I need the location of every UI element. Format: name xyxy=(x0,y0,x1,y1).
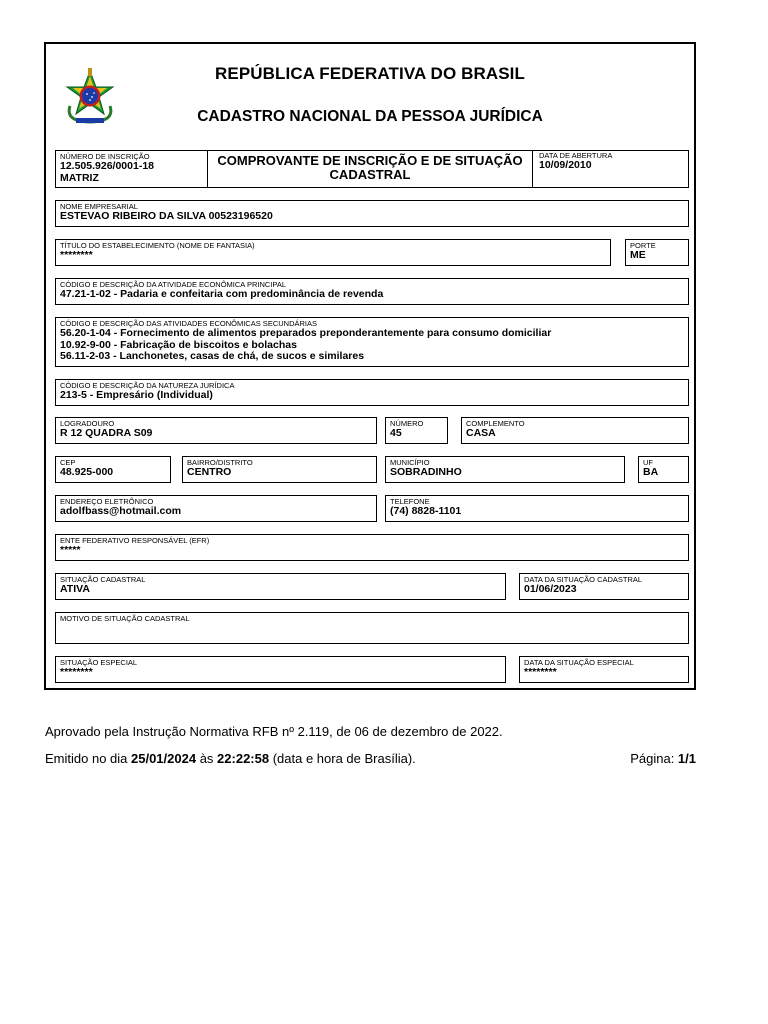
page-subtitle: CADASTRO NACIONAL DA PESSOA JURÍDICA xyxy=(197,108,543,125)
data-situacao-especial-value: ******** xyxy=(524,666,557,678)
uf-value: BA xyxy=(643,466,659,478)
field-data-situacao xyxy=(519,573,689,600)
page-label: Página: xyxy=(630,751,678,766)
efr-value: ***** xyxy=(60,544,81,556)
label: NÚMERO DE INSCRIÇÃO xyxy=(60,152,150,161)
document-title-line1: COMPROVANTE DE INSCRIÇÃO E DE SITUAÇÃO xyxy=(217,153,523,168)
field-situacao-cadastral xyxy=(55,573,506,600)
label: DATA DA SITUAÇÃO ESPECIAL xyxy=(524,658,634,667)
situacao-especial-value: ******** xyxy=(60,666,93,678)
label: ENDEREÇO ELETRÔNICO xyxy=(60,497,154,506)
atividade-secundaria-item: 10.92-9-00 - Fabricação de biscoitos e bolachas xyxy=(60,338,297,351)
field-situacao-especial xyxy=(55,656,506,683)
field-motivo-situacao xyxy=(55,612,689,644)
field-nome-fantasia xyxy=(55,239,611,266)
logradouro-value: R 12 QUADRA S09 xyxy=(60,427,153,439)
label: BAIRRO/DISTRITO xyxy=(187,458,253,467)
field-natureza-juridica xyxy=(55,379,689,406)
fantasia-value: ******** xyxy=(60,249,93,261)
emission-prefix: Emitido no dia xyxy=(45,751,131,766)
field-data-situacao-especial xyxy=(519,656,689,683)
label: NÚMERO xyxy=(390,419,424,428)
situacao-value: ATIVA xyxy=(60,583,90,595)
field-email xyxy=(55,495,377,522)
emission-suffix: (data e hora de Brasília). xyxy=(269,751,416,766)
label: DATA DE ABERTURA xyxy=(539,151,613,160)
label: TELEFONE xyxy=(390,497,430,506)
page-value: 1/1 xyxy=(677,751,696,766)
cep-value: 48.925-000 xyxy=(60,466,114,478)
field-numero xyxy=(385,417,448,444)
abertura-value: 10/09/2010 xyxy=(539,159,592,171)
page-title: REPÚBLICA FEDERATIVA DO BRASIL xyxy=(215,64,525,83)
data-situacao-value: 01/06/2023 xyxy=(524,583,577,595)
field-atividade-principal xyxy=(55,278,689,305)
label: MOTIVO DE SITUAÇÃO CADASTRAL xyxy=(60,614,190,623)
bairro-value: CENTRO xyxy=(187,466,232,478)
label: TÍTULO DO ESTABELECIMENTO (NOME DE FANTASIA) xyxy=(60,241,255,250)
emission-date: 25/01/2024 xyxy=(131,751,197,766)
nome-value: ESTEVAO RIBEIRO DA SILVA 00523196520 xyxy=(60,210,273,222)
field-porte xyxy=(625,239,689,266)
field-atividades-secundarias xyxy=(55,317,689,367)
label: NOME EMPRESARIAL xyxy=(60,202,138,211)
field-logradouro xyxy=(55,417,377,444)
field-telefone xyxy=(385,495,689,522)
field-abertura xyxy=(539,151,612,172)
label: CÓDIGO E DESCRIÇÃO DA ATIVIDADE ECONÔMICA PRINCIPAL xyxy=(60,280,287,289)
label: SITUAÇÃO CADASTRAL xyxy=(60,575,146,584)
field-complemento xyxy=(461,417,689,444)
label: CÓDIGO E DESCRIÇÃO DA NATUREZA JURÍDICA xyxy=(60,381,235,390)
numero-value: 45 xyxy=(390,427,402,439)
field-municipio xyxy=(385,456,625,483)
document-title-line2: CADASTRAL xyxy=(329,167,411,182)
atividade-secundaria-item: 56.20-1-04 - Fornecimento de alimentos preparados preponderantemente para consumo domiciliar xyxy=(60,327,552,339)
page-number xyxy=(630,751,696,767)
label: CEP xyxy=(60,458,76,467)
natureza-value: 213-5 - Empresário (Individual) xyxy=(60,389,213,401)
label: UF xyxy=(643,458,653,467)
field-bairro xyxy=(182,456,377,483)
field-efr xyxy=(55,534,689,561)
email-value: adolfbass@hotmail.com xyxy=(60,505,182,517)
label: LOGRADOURO xyxy=(60,419,115,428)
atividade-secundaria-item: 56.11-2-03 - Lanchonetes, casas de chá, de sucos e similares xyxy=(60,350,365,362)
label: ENTE FEDERATIVO RESPONSÁVEL (EFR) xyxy=(60,536,210,545)
field-uf xyxy=(638,456,689,483)
document-title xyxy=(207,150,533,188)
field-cep xyxy=(55,456,171,483)
emission-time: 22:22:58 xyxy=(217,751,270,766)
label: DATA DA SITUAÇÃO CADASTRAL xyxy=(524,575,643,584)
label: SITUAÇÃO ESPECIAL xyxy=(60,658,138,667)
label: PORTE xyxy=(630,241,656,250)
complemento-value: CASA xyxy=(466,427,496,439)
emission-mid: às xyxy=(196,751,218,766)
telefone-value: (74) 8828-1101 xyxy=(390,505,462,517)
field-nome-empresarial xyxy=(55,200,689,227)
atividade-principal-value: 47.21-1-02 - Padaria e confeitaria com predominância de revenda xyxy=(60,288,384,300)
label: CÓDIGO E DESCRIÇÃO DAS ATIVIDADES ECONÔMICAS SECUNDÁRIAS xyxy=(60,319,317,328)
inscricao-value: 12.505.926/0001-18 xyxy=(60,160,155,172)
porte-value: ME xyxy=(630,249,646,261)
inscricao-type: MATRIZ xyxy=(60,171,99,184)
emission-info xyxy=(45,751,416,767)
label: COMPLEMENTO xyxy=(466,419,525,428)
label: MUNICÍPIO xyxy=(390,458,430,467)
municipio-value: SOBRADINHO xyxy=(390,466,462,478)
document-sheet xyxy=(44,42,696,690)
approval-note: Aprovado pela Instrução Normativa RFB nº 2.119, de 06 de dezembro de 2022. xyxy=(45,724,503,739)
